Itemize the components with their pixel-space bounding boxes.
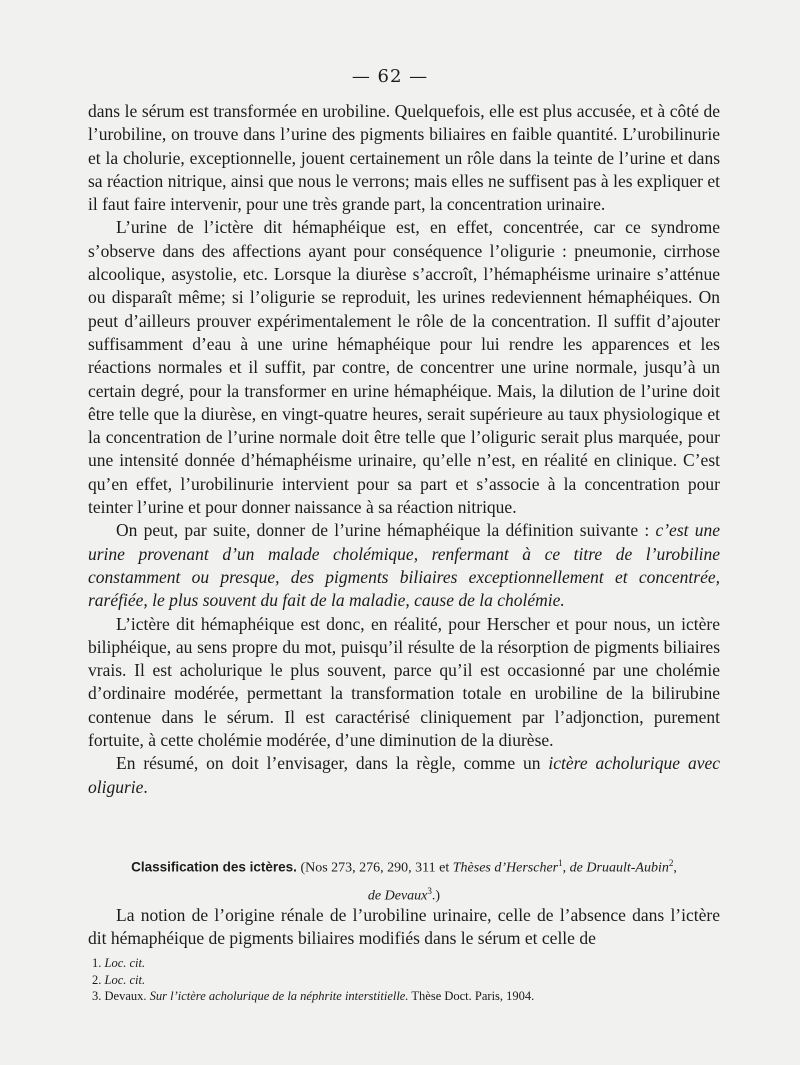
paragraph-2: L’urine de l’ictère dit hémaphéique est, en effet, concentrée, car ce syndrome s’observe dans des affections ayant pour conséquence l’oligurie : pneumonie, cirrhose alcoolique, asystolie, etc. Lorsque la diurèse s’accroît, l’hémaphéisme urinaire s’atténue ou disparaît même; si l’oligurie se reproduit, les urines redeviennent hémaphéiques. On peut d’ailleurs prouver expérimentalement le rôle de la concentration. Il suffit d’ajouter suffisamment d’eau à une urine hémaphéique pour lui rendre les apparences et les réactions normales et il suffit, par contre, de concentrer une urine normale, jusqu’à un certain degré, pour la transformer en urine hémaphéique. Mais, la dilution de l’urine doit être telle que la diurèse, en vingt-quatre heures, serait supérieure au taux physiologique et la concentration de l’urine normale doit être telle que l’oliguric serait plus marquée, pour une intensité donnée d’hémaphéisme urinaire, qu’elle n’est, en réalité en clinique. C’est qu’en effet, l’urobilinurie intervient pour sa part et s’associe à la concentration pour teinter l’urine et pour donner naissance à sa réaction nitrique. [88,217,720,518]
footnotes [92,955,712,1005]
footnote-number: 1. [92,956,102,970]
page-number: — 62 — [351,66,429,87]
footnote-rest: Thèse Doct. Paris, 1904. [411,989,535,1003]
section-comma: , [562,860,570,876]
summary-intro: En résumé, on doit l’envisager, dans la règle, comme un [116,753,549,774]
summary-end: . [143,776,148,797]
devaux: de Devaux [367,888,428,904]
footnote-ref-2: 2 [668,858,674,868]
section-comma-2: , [673,860,677,876]
definition-italic: c’est une urine provenant d’un malade cholémique, renfermant à ce titre de l’urobiline constamment ou presque, des pigments biliaires exceptionnellement et concentrée, raréfiée, le plus souvent du fait de la maladie, cause de la cholémie. [88,520,720,611]
footnote-number: 2. [92,972,102,987]
lower-text [88,904,720,951]
paragraph-definition [88,519,720,612]
footnote-2 [92,972,712,989]
footnote-text: Loc. cit. [104,972,146,987]
paragraph-1: dans le sérum est transformée en urobiline. Quelquefois, elle est plus accusée, et à côté de l’urobiline, on trouve dans l’urine des pigments biliaires en faible quantité. L’urobilinurie et la cholurie, exceptionnelle, jouent certainement un rôle dans la teinte de l’urine et dans sa réaction nitrique, ainsi que nous le verrons; mais elles ne suffisent pas à les expliquer et il faut faire intervenir, pour une très grande part, la concentration urinaire. [88,101,720,215]
definition-intro: On peut, par suite, donner de l’urine hémaphéique la définition suivante : [116,520,656,541]
footnote-number: 3. [92,989,102,1003]
section-heading [88,852,720,907]
footnote-text: Loc. cit. [104,956,146,970]
section-title: Classification des ictères. [131,859,297,875]
summary-italic: ictère acholurique avec oligurie [88,753,721,797]
body-text [88,100,720,799]
paragraph-icterus: L’ictère dit hémaphéique est donc, en réalité, pour Herscher et pour nous, un ictère biliphéique, au sens propre du mot, puisqu’il résulte de la résorption de pigments biliaires vrais. Il est acholurique le plus souvent, parce qu’il est occasionné par une cholémie d’ordinaire modérée, permettant la transformation totale en urobiline de la bilirubine contenue dans le sérum. Il est caractérisé cliniquement par l’adjonction, purement fortuite, à cette cholémie modérée, d’une diminution de la diurèse. [88,613,720,751]
footnote-3 [92,988,712,1005]
footnote-ref-1: 1 [558,858,563,868]
footnote-1 [92,955,712,972]
druault-aubin: de Druault-Aubin [569,860,669,876]
footnote-ref-3: 3 [427,885,432,896]
section-refs: (Nos 273, 276, 290, 311 et [296,860,453,876]
theses-herscher: Thèses d’Herscher [452,860,559,876]
section-close: .) [431,888,441,904]
paragraph-summary [88,752,720,799]
footnote-title: Sur l’ictère acholurique de la néphrite interstitielle. [149,989,409,1003]
final-paragraph: La notion de l’origine rénale de l’urobiline urinaire, celle de l’absence dans l’ictère dit hémaphéique de pigments biliaires modifiés dans le sérum et celle de [88,905,720,949]
footnote-author: Devaux. [104,989,147,1003]
